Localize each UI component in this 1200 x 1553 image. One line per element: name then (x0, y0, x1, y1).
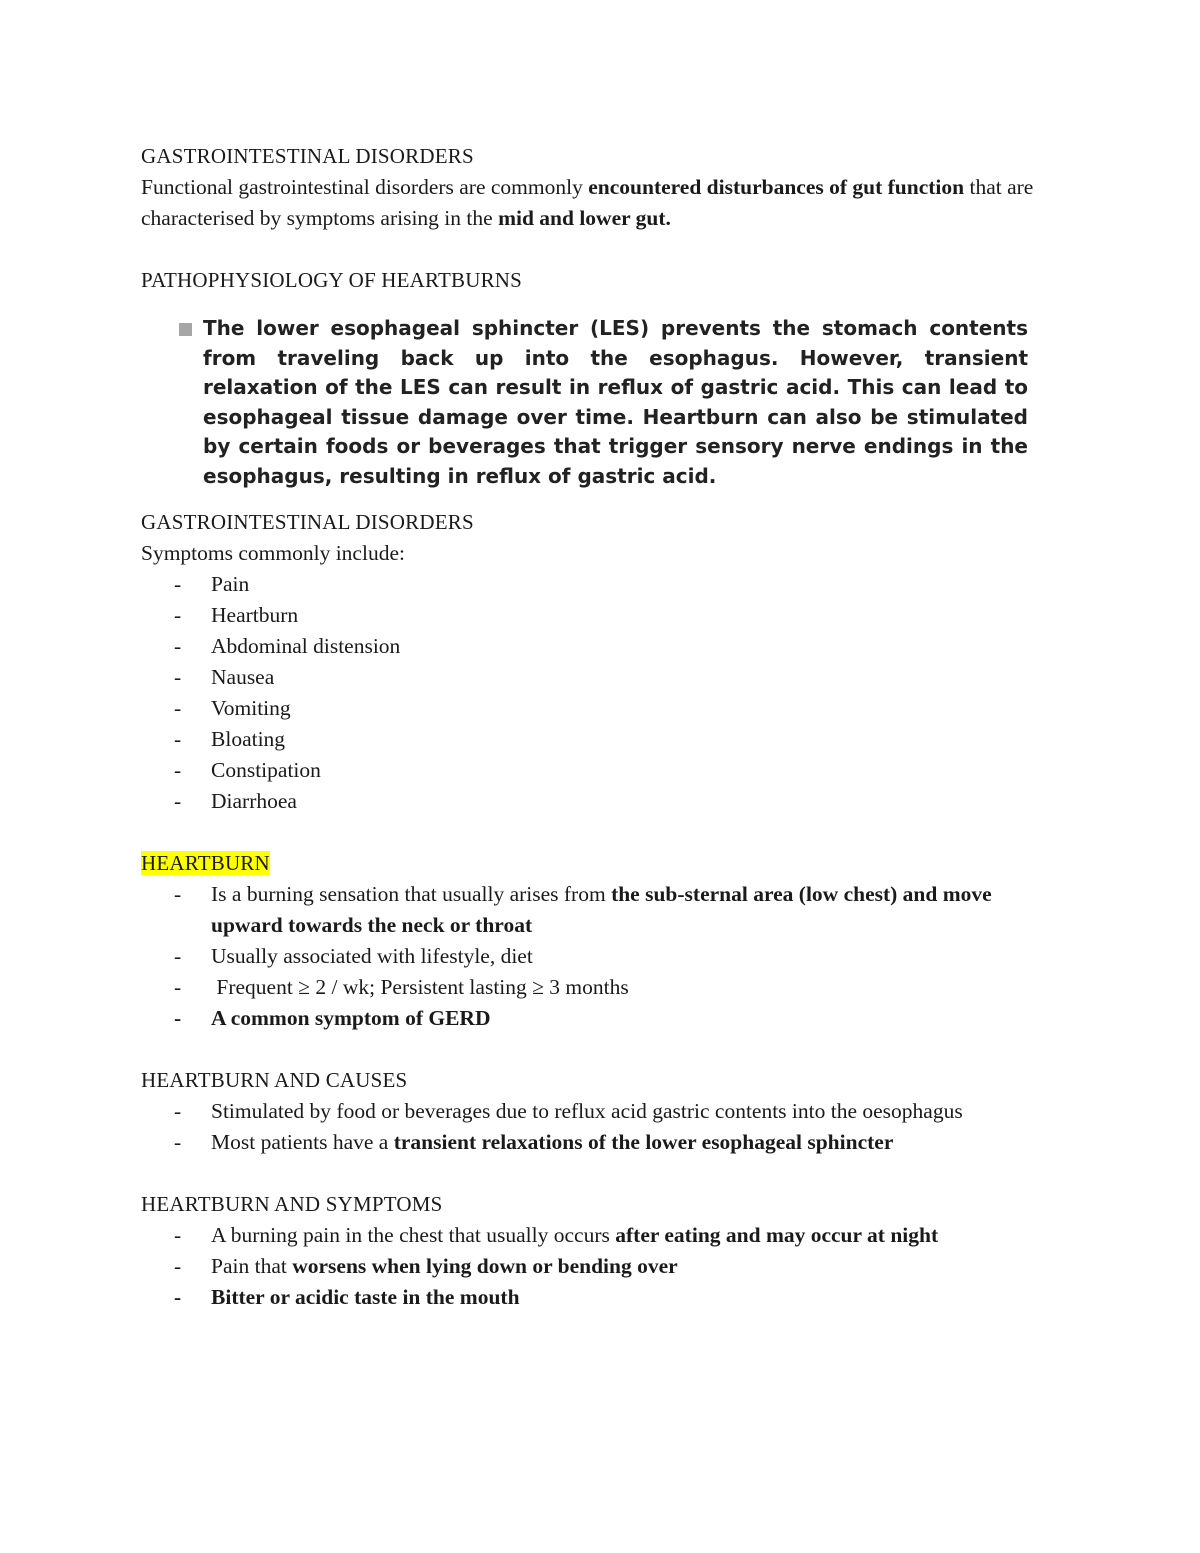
list-item-text: Abdominal distension (211, 634, 401, 658)
list-item (141, 1096, 1041, 1127)
list-item (141, 569, 1041, 600)
list-item-bold-text: transient relaxations of the lower esophageal sphincter (393, 1130, 894, 1154)
section-heading-heartburn (141, 848, 1041, 879)
list-item-text: Bloating (211, 727, 286, 751)
list-item (141, 693, 1041, 724)
list-item-text: Frequent ≥ 2 / wk; Persistent lasting ≥ 3 months (211, 975, 629, 999)
dash-bullet: - (174, 789, 182, 813)
heartburn-symptoms-list (141, 1220, 1041, 1313)
intro-text-c: that are characterised by symptoms arising in the (141, 175, 1034, 230)
list-item-text: Nausea (211, 665, 275, 689)
spacer (141, 491, 1041, 503)
list-item-text: Stimulated by food or beverages due to reflux acid gastric contents into the oesophagus (211, 1099, 963, 1123)
spacer (141, 234, 1041, 265)
list-item (141, 631, 1041, 662)
highlighted-heading: HEARTBURN (141, 851, 270, 875)
list-item-bold-text: Bitter or acidic taste in the mouth (211, 1285, 520, 1309)
dash-bullet: - (174, 696, 182, 720)
list-item (141, 941, 1041, 972)
dash-bullet: - (174, 634, 182, 658)
list-item-text: Most patients have a (211, 1130, 394, 1154)
list-item-text: Pain that (211, 1254, 293, 1278)
list-item (141, 879, 1041, 941)
dash-bullet: - (174, 727, 182, 751)
spacer (141, 1158, 1041, 1189)
list-item (141, 1282, 1041, 1313)
dash-bullet: - (174, 1223, 182, 1247)
dash-bullet: - (174, 1285, 182, 1309)
symptoms-list (141, 569, 1041, 817)
list-item-text: A burning pain in the chest that usually occurs (211, 1223, 616, 1247)
list-item (141, 786, 1041, 817)
list-item (141, 662, 1041, 693)
dash-bullet: - (174, 975, 182, 999)
section-heading-pathophysiology: PATHOPHYSIOLOGY OF HEARTBURNS (141, 268, 523, 292)
intro-text-a: Functional gastrointestinal disorders are commonly (141, 175, 589, 199)
dash-bullet: - (174, 665, 182, 689)
list-item-text: Diarrhoea (211, 789, 297, 813)
list-item-bold-text: after eating and may occur at night (615, 1223, 939, 1247)
list-item-text: Pain (211, 572, 250, 596)
spacer (141, 296, 1041, 308)
list-item (141, 1127, 1041, 1158)
document-body (141, 141, 1041, 1313)
list-item-bold-text: worsens when lying down or bending over (292, 1254, 678, 1278)
dash-bullet: - (174, 572, 182, 596)
callout-text: The lower esophageal sphincter (LES) prevents the stomach contents from traveling back up into the esophagus. However, transient relaxation of the LES can result in reflux of gastric acid. This can lead to esophageal tissue damage over time. Heartburn can also be stimulated by certain foods or beverages that trigger sensory nerve endings in the esophagus, resulting in reflux of gastric acid. (203, 316, 1028, 488)
intro-paragraph (141, 172, 1041, 234)
list-item (141, 1220, 1041, 1251)
list-item (141, 1251, 1041, 1282)
list-item (141, 755, 1041, 786)
symptoms-intro: Symptoms commonly include: (141, 541, 405, 565)
intro-text-b: encountered disturbances of gut function (588, 175, 965, 199)
list-item-text: Heartburn (211, 603, 299, 627)
dash-bullet: - (174, 1006, 182, 1030)
heartburn-list (141, 879, 1041, 1034)
list-item (141, 600, 1041, 631)
section-heading-gi-disorders: GASTROINTESTINAL DISORDERS (141, 144, 474, 168)
section-heading-symptoms: HEARTBURN AND SYMPTOMS (141, 1192, 443, 1216)
spacer (141, 1034, 1041, 1065)
dash-bullet: - (174, 1130, 182, 1154)
dash-bullet: - (174, 758, 182, 782)
list-item-text: Usually associated with lifestyle, diet (211, 944, 533, 968)
section-heading-causes: HEARTBURN AND CAUSES (141, 1068, 408, 1092)
list-item-bold-text: the sub-sternal area (low chest) and move upward towards the neck or throat (211, 882, 992, 937)
list-item-text: Is a burning sensation that usually arises from (211, 882, 612, 906)
dash-bullet: - (174, 1099, 182, 1123)
intro-text-d: mid and lower gut. (498, 206, 671, 230)
spacer (141, 817, 1041, 848)
section-heading-gi-symptoms: GASTROINTESTINAL DISORDERS (141, 510, 474, 534)
dash-bullet: - (174, 882, 182, 906)
list-item-text: Vomiting (211, 696, 291, 720)
list-item (141, 972, 1041, 1003)
causes-list (141, 1096, 1041, 1158)
dash-bullet: - (174, 603, 182, 627)
list-item (141, 1003, 1041, 1034)
list-item-text: Constipation (211, 758, 321, 782)
square-bullet-icon (179, 323, 192, 336)
pathophysiology-callout (141, 314, 1028, 491)
list-item (141, 724, 1041, 755)
dash-bullet: - (174, 1254, 182, 1278)
dash-bullet: - (174, 944, 182, 968)
list-item-bold-text: A common symptom of GERD (211, 1006, 491, 1030)
